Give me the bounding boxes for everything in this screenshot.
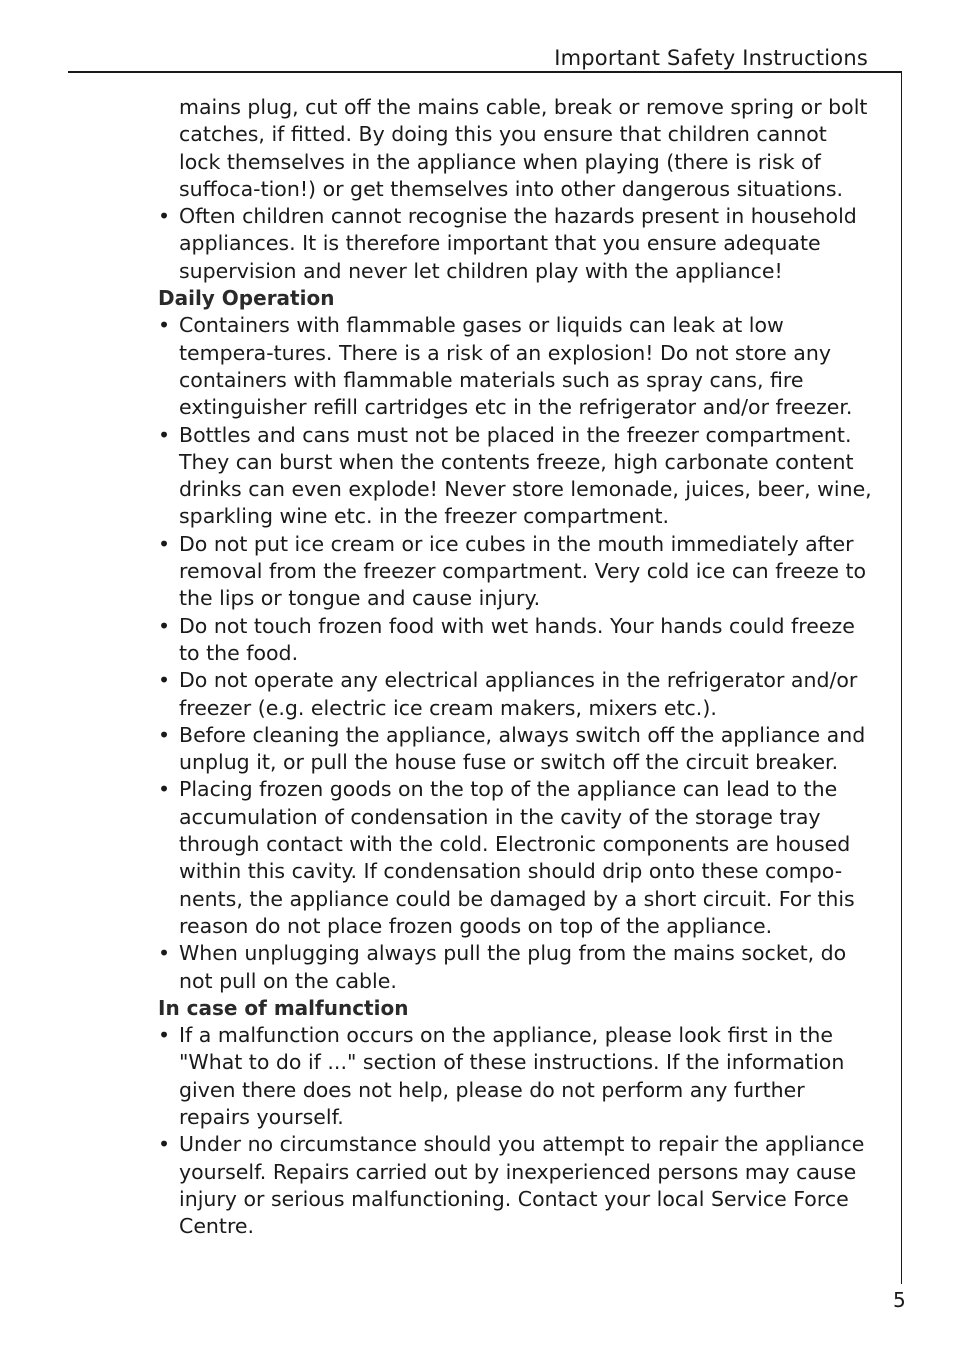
section-heading-daily-operation: Daily Operation — [158, 286, 335, 311]
section-heading-malfunction: In case of malfunction — [158, 995, 409, 1020]
bullet-item: • Containers with flammable gases or liquids can leak at low tempera-tures. There is a risk of an explosion! Do not store any containers with flammable materials such as spray cans, fire extinguisher refill cartridges etc in the refrigerator and/or freezer. — [158, 312, 874, 421]
bullet-item: • Before cleaning the appliance, always switch off the appliance and unplug it, or pull the house fuse or switch off the circuit breaker. — [158, 722, 874, 777]
bullet-item: • If a malfunction occurs on the appliance, please look first in the "What to do if ..." section of these instructions. If the information given there does not help, please do not perform any further repairs yourself. — [158, 1022, 874, 1131]
bullet-item: • Do not put ice cream or ice cubes in the mouth immediately after removal from the freezer compartment. Very cold ice can freeze to the lips or tongue and cause injury. — [158, 531, 874, 613]
header-rule — [68, 71, 902, 73]
bullet-item: • Under no circumstance should you attempt to repair the appliance yourself. Repairs carried out by inexperienced persons may cause injury or serious malfunctioning. Contact your local Service Force Centre. — [158, 1131, 874, 1240]
bullet-item: • Do not touch frozen food with wet hands. Your hands could freeze to the food. — [158, 613, 874, 668]
page-number: 5 — [893, 1288, 906, 1312]
side-rule — [901, 71, 902, 1284]
continued-paragraph: mains plug, cut off the mains cable, break or remove spring or bolt catches, if fitted. By doing this you ensure that children cannot lock themselves in the appliance when playing (there is risk of suffoca-tion!) or get themselves into other dangerous situations. — [179, 95, 868, 201]
page-body — [158, 94, 874, 1240]
bullet-item: • Do not operate any electrical appliances in the refrigerator and/or freezer (e.g. electric ice cream makers, mixers etc.). — [158, 667, 874, 722]
bullet-item: • When unplugging always pull the plug from the mains socket, do not pull on the cable. — [158, 940, 874, 995]
running-header-title: Important Safety Instructions — [554, 46, 868, 70]
bullet-item: • Bottles and cans must not be placed in the freezer compartment. They can burst when the contents freeze, high carbonate content drinks can even explode! Never store lemonade, juices, beer, wine, sparkling wine etc. in the freezer compartment. — [158, 422, 874, 531]
bullet-item: • Placing frozen goods on the top of the appliance can lead to the accumulation of condensation in the cavity of the storage tray through contact with the cold. Electronic components are housed within this cavity. If condensation should drip onto these compo-nents, the appliance could be damaged by a short circuit. For this reason do not place frozen goods on top of the appliance. — [158, 776, 874, 940]
bullet-item: • Often children cannot recognise the hazards present in household appliances. It is therefore important that you ensure adequate supervision and never let children play with the appliance! — [158, 203, 874, 285]
